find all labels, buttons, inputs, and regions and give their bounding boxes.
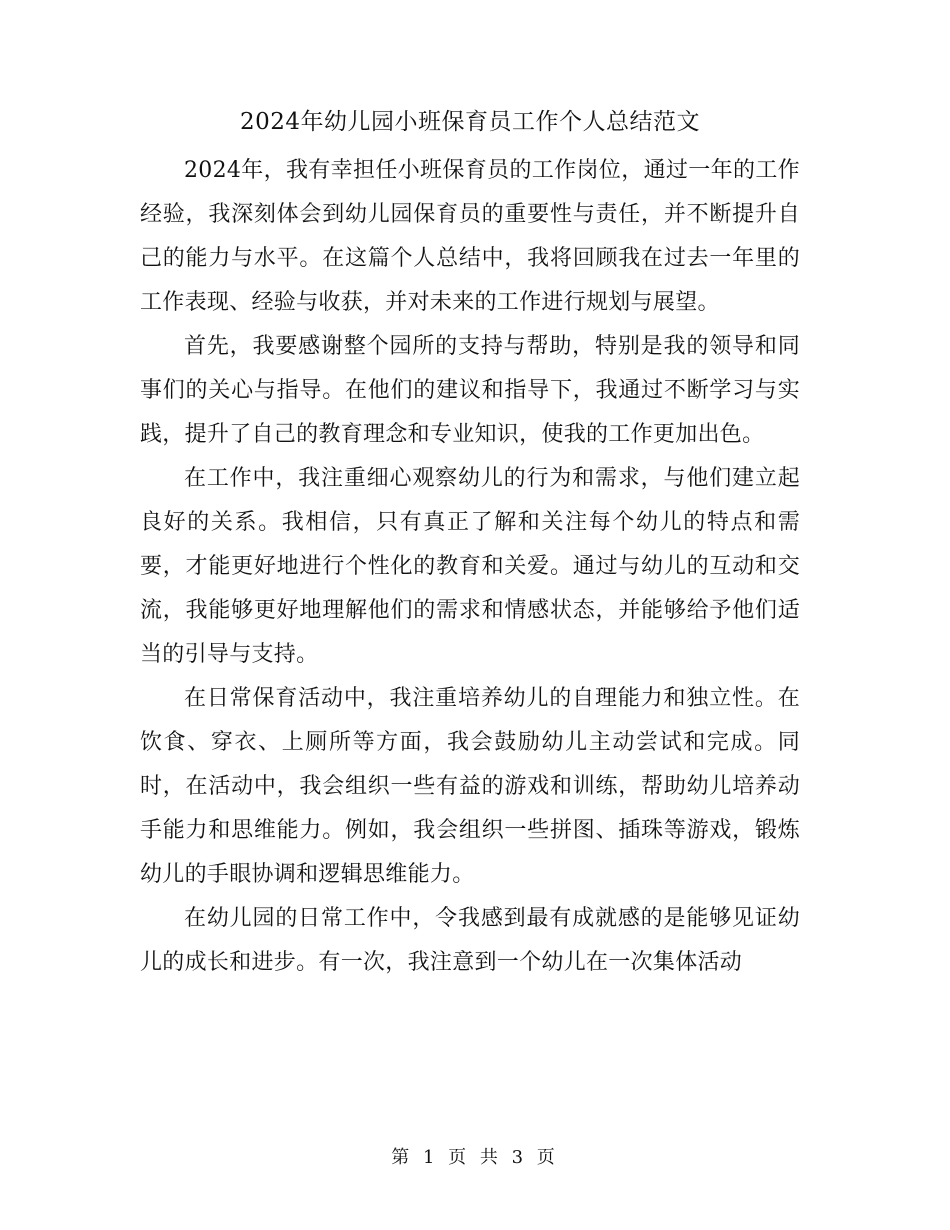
paragraph-4: 在日常保育活动中，我注重培养幼儿的自理能力和独立性。在饮食、穿衣、上厕所等方面，我会鼓励幼儿主动尝试和完成。同时，在活动中，我会组织一些有益的游戏和训练，帮助幼儿培养动手能力和思维能力。例如，我会组织一些拼图、插珠等游戏，锻炼幼儿的手眼协调和逻辑思维能力。 <box>140 686 800 887</box>
paragraph-1: 2024年，我有幸担任小班保育员的工作岗位，通过一年的工作经验，我深刻体会到幼儿园保育员的重要性与责任，并不断提升自己的能力与水平。在这篇个人总结中，我将回顾我在过去一年里的工作表现、经验与收获，并对未来的工作进行规划与展望。 <box>140 158 800 315</box>
page-number-footer: 第 1 页 共 3 页 <box>391 1147 559 1168</box>
document-body <box>140 149 800 985</box>
document-title: 2024年幼儿园小班保育员工作个人总结范文 <box>239 109 701 135</box>
paragraph-5: 在幼儿园的日常工作中，令我感到最有成就感的是能够见证幼儿的成长和进步。有一次，我注意到一个幼儿在一次集体活动 <box>140 906 800 975</box>
paragraph-2: 首先，我要感谢整个园所的支持与帮助，特别是我的领导和同事们的关心与指导。在他们的建议和指导下，我通过不断学习与实践，提升了自己的教育理念和专业知识，使我的工作更加出色。 <box>140 334 800 447</box>
paragraph-3: 在工作中，我注重细心观察幼儿的行为和需求，与他们建立起良好的关系。我相信，只有真正了解和关注每个幼儿的特点和需要，才能更好地进行个性化的教育和关爱。通过与幼儿的互动和交流，我能够更好地理解他们的需求和情感状态，并能够给予他们适当的引导与支持。 <box>140 466 800 667</box>
